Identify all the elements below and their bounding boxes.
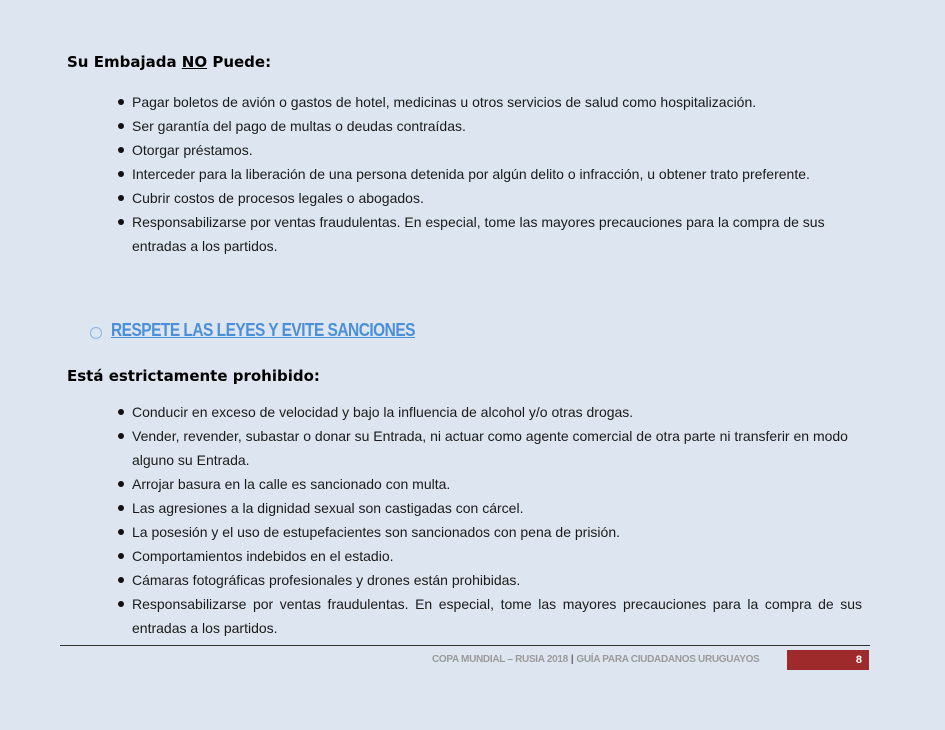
prohibited-list [132, 400, 862, 640]
list-item: Conducir en exceso de velocidad y bajo la influencia de alcohol y/o otras drogas. [132, 400, 862, 424]
section-heading-prohibited: Está estrictamente prohibido: [67, 367, 320, 385]
heading-prefix: Su Embajada [67, 53, 182, 71]
page-footer [432, 650, 869, 670]
list-item: Las agresiones a la dignidad sexual son castigadas con cárcel. [132, 496, 862, 520]
section-heading-embassy-cannot [67, 53, 271, 71]
list-item: Pagar boletos de avión o gastos de hotel, medicinas u otros servicios de salud como hospitalización. [132, 90, 862, 114]
footer-separator: | [570, 654, 574, 665]
list-item: Ser garantía del pago de multas o deudas contraídas. [132, 114, 862, 138]
list-item: Cubrir costos de procesos legales o abogados. [132, 186, 862, 210]
list-item: Responsabilizarse por ventas fraudulentas. En especial, tome las mayores precauciones para la compra de sus entradas a los partidos. [132, 592, 862, 640]
footer-guide: GUÍA PARA CIUDADANOS URUGUAYOS [576, 654, 760, 665]
section-link-respete-leyes[interactable] [90, 320, 464, 341]
page-number-badge: 8 [787, 650, 869, 670]
footer-divider [60, 645, 870, 646]
circle-bullet-icon [90, 327, 102, 339]
list-item: Otorgar préstamos. [132, 138, 862, 162]
list-item: La posesión y el uso de estupefacientes son sancionados con pena de prisión. [132, 520, 862, 544]
embassy-cannot-list [132, 90, 862, 258]
list-item: Interceder para la liberación de una persona detenida por algún delito o infracción, u obtener trato preferente. [132, 162, 862, 186]
list-item: Arrojar basura en la calle es sancionado con multa. [132, 472, 862, 496]
list-item: Comportamientos indebidos en el estadio. [132, 544, 862, 568]
section-link-text[interactable]: RESPETE LAS LEYES Y EVITE SANCIONES [111, 320, 415, 340]
footer-event: COPA MUNDIAL – RUSIA 2018 [432, 654, 568, 665]
list-item: Vender, revender, subastar o donar su Entrada, ni actuar como agente comercial de otra parte ni transferir en modo alguno su Entrada. [132, 424, 862, 472]
footer-title [432, 650, 787, 670]
heading-suffix: Puede: [207, 53, 272, 71]
list-item: Responsabilizarse por ventas fraudulentas. En especial, tome las mayores precauciones para la compra de sus entradas a los partidos. [132, 210, 862, 258]
heading-emphasis: NO [181, 53, 208, 71]
list-item: Cámaras fotográficas profesionales y drones están prohibidas. [132, 568, 862, 592]
